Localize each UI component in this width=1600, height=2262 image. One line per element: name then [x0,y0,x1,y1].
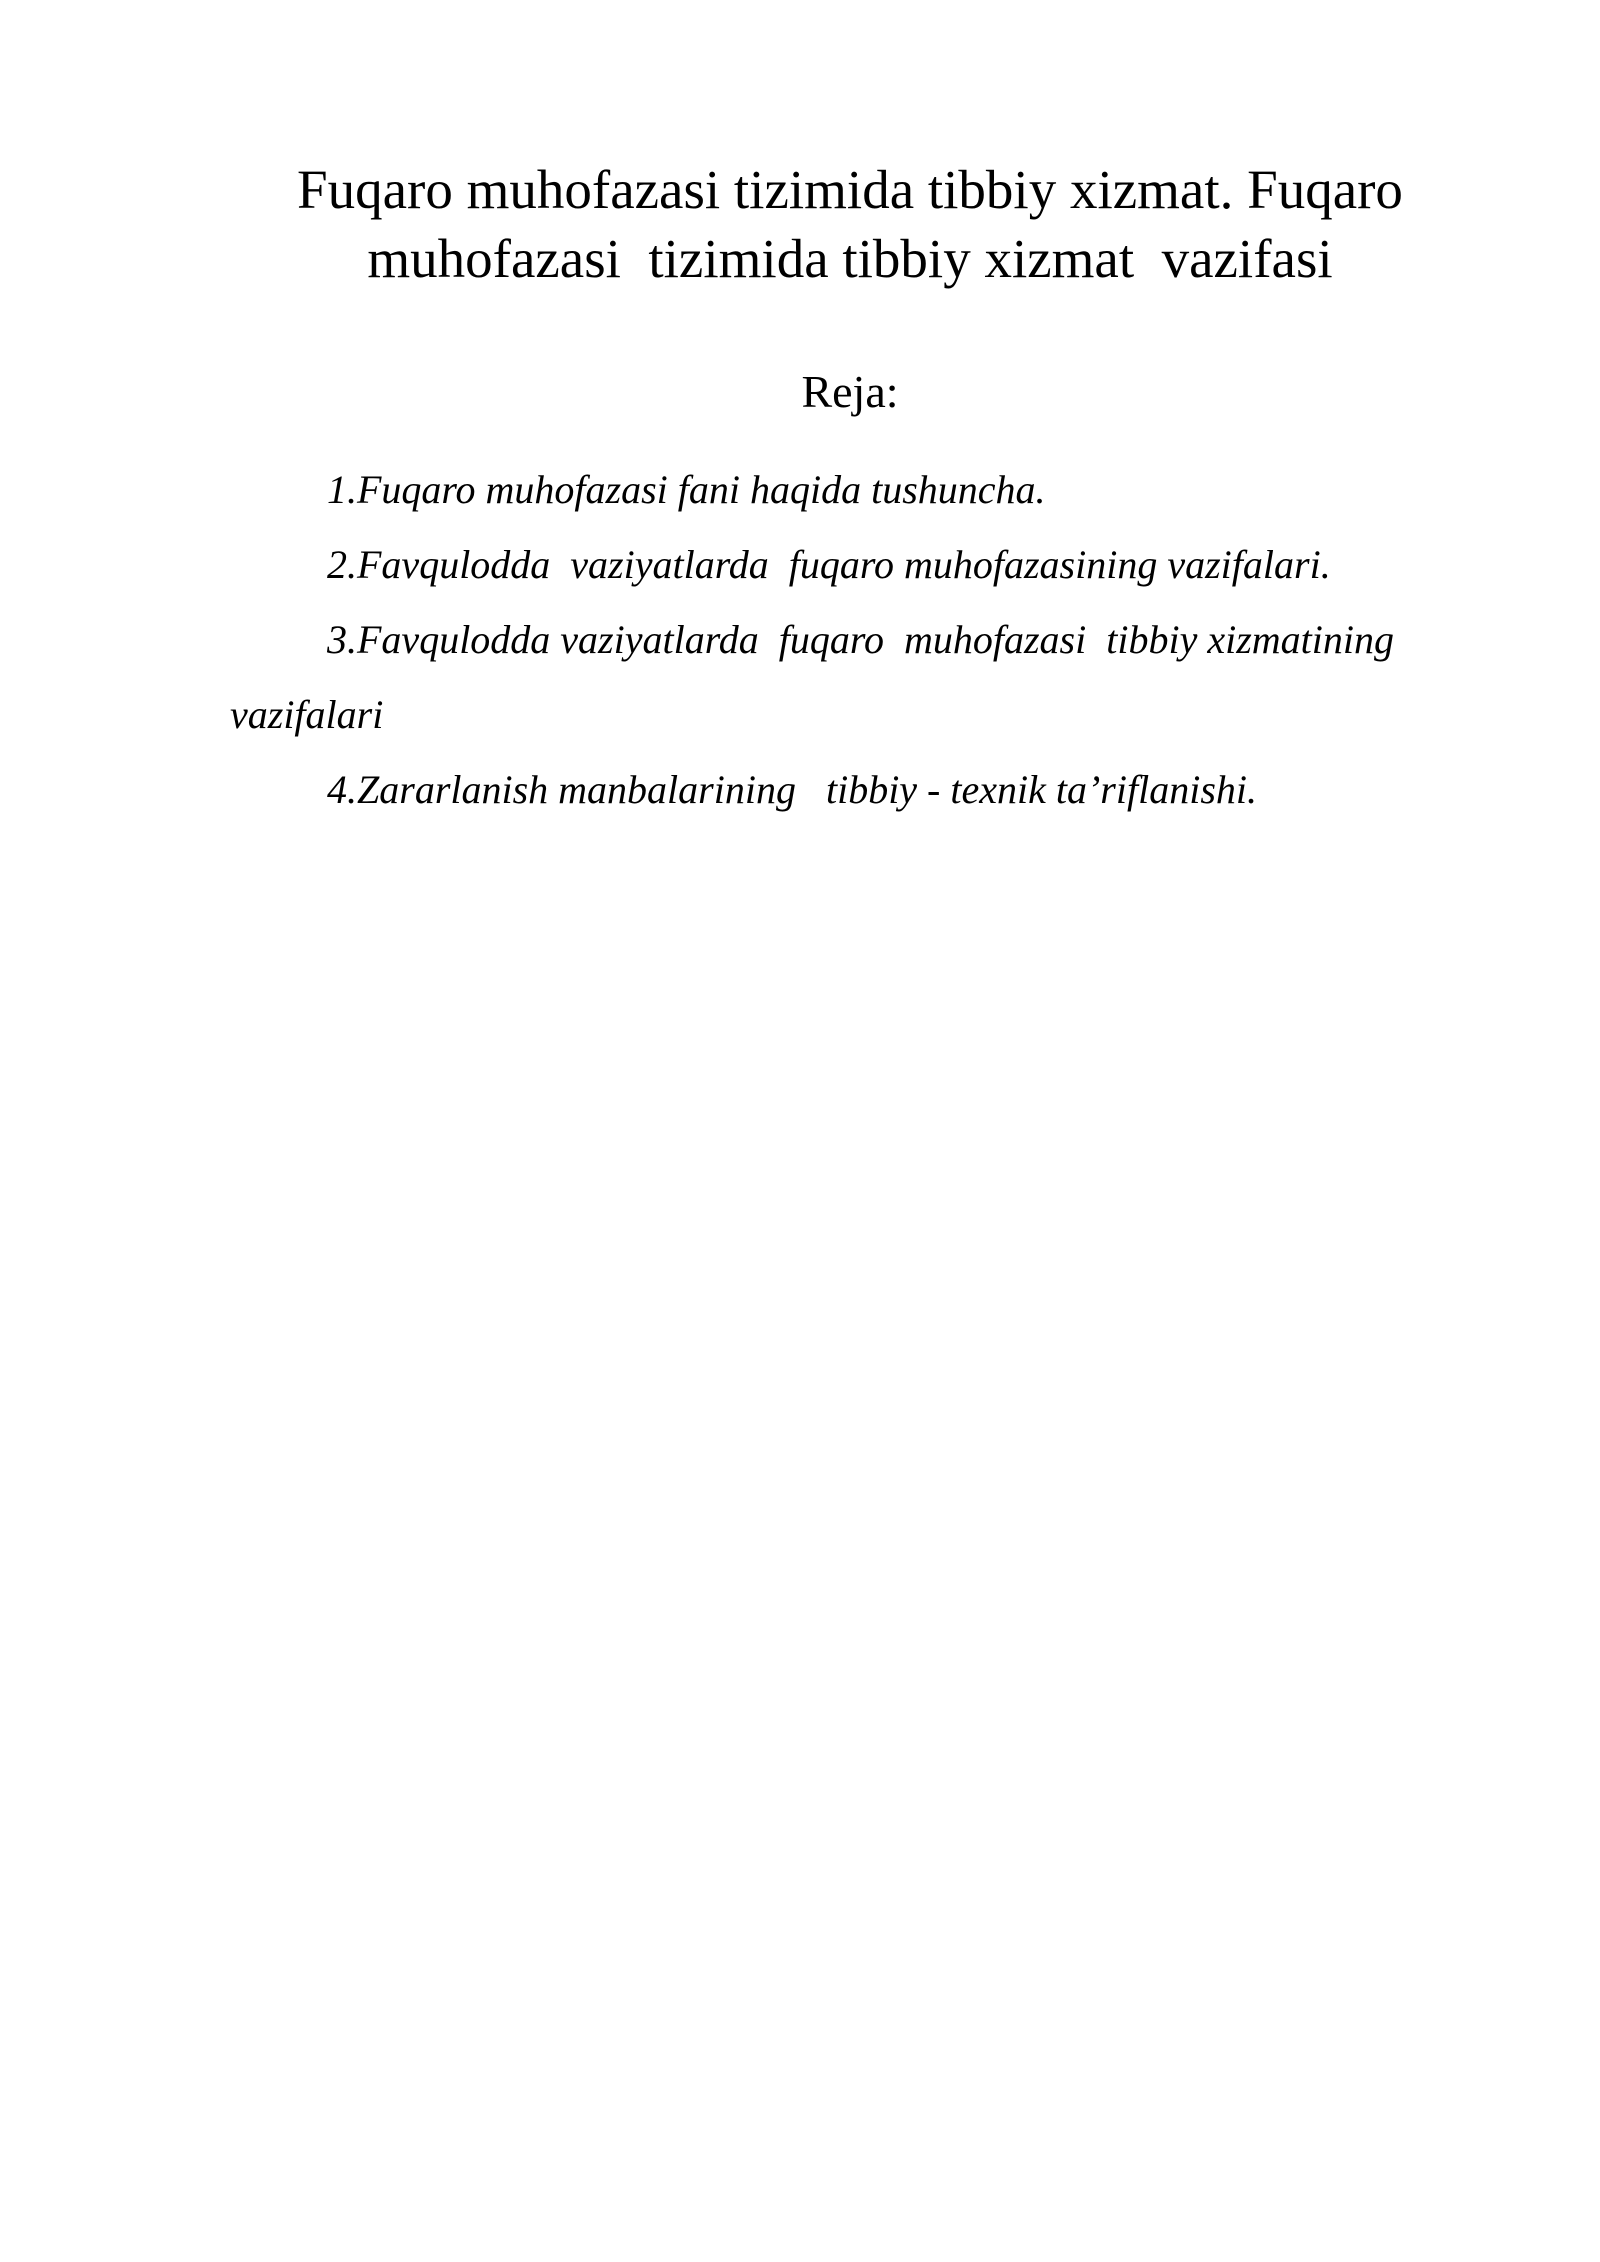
plan-item-1: 1.Fuqaro muhofazasi fani haqida tushuncha. [327,467,1046,512]
plan-item-2: 2.Favqulodda vaziyatlarda fuqaro muhofazasining vazifalari. [327,542,1331,587]
title-line-2: muhofazasi tizimida tibbiy xizmat vazifasi [367,228,1333,289]
plan-item-4: 4.Zararlanish manbalarining tibbiy - texnik ta’riflanishi. [327,767,1257,812]
plan-item-3: 3.Favqulodda vaziyatlarda fuqaro muhofazasi tibbiy xizmatining vazifalari [230,617,1404,737]
plan-heading: Reja: [801,366,899,417]
plan-list [230,452,1500,827]
document-title [230,155,1470,293]
title-line-1: Fuqaro muhofazasi tizimida tibbiy xizmat. Fuqaro [297,159,1403,220]
